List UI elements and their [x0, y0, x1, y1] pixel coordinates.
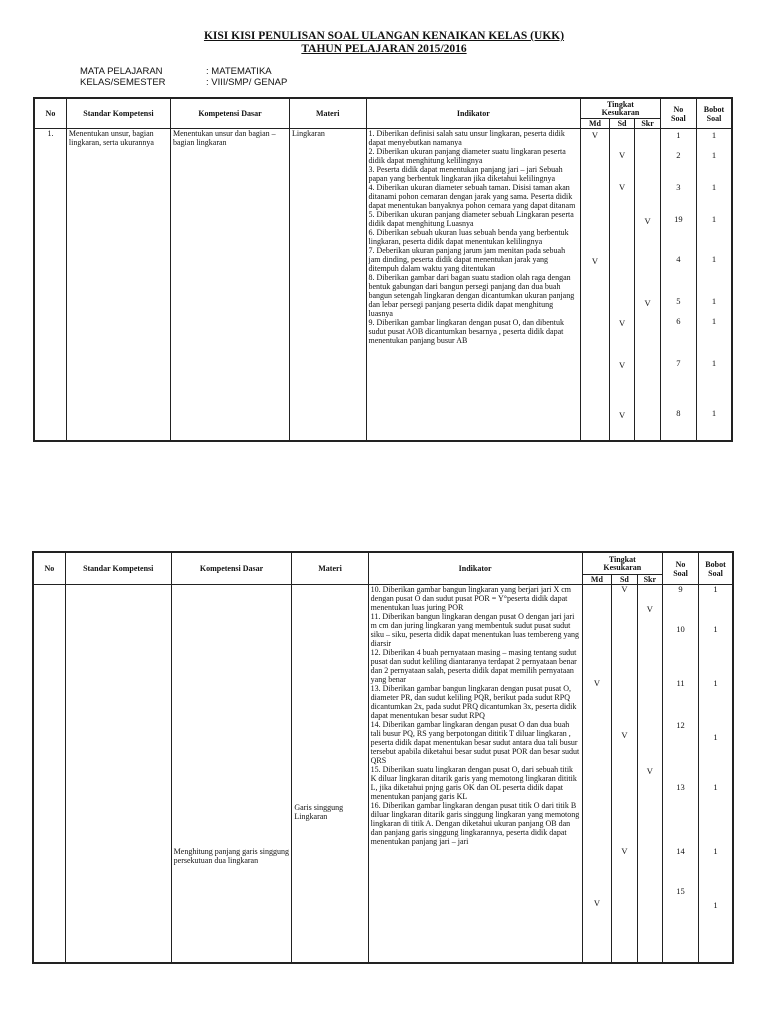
question-number: 2 — [676, 150, 681, 160]
header-standar-kompetensi: Standar Kompetensi — [65, 553, 171, 585]
row-kompetensi-dasar: Menentukan unsur dan bagian – bagian lingkaran — [171, 129, 290, 441]
row-no — [34, 585, 66, 963]
indicator-item: 8. Diberikan gambar dari bagan suatu stadion olah raga dengan bentuk gabungan dari bangun persegi panjang dan dua buah bangun setengah lingkaran dengan dicantumkan ukuran panjang dan lebar persegi panjang peserta didik dapat menghitung luasnya — [368, 273, 575, 318]
subject-row — [80, 66, 272, 77]
row-kompetensi-dasar — [171, 585, 292, 963]
skr-column — [635, 129, 661, 441]
header-no-soal-line1: No — [673, 104, 684, 114]
question-number: 9 — [678, 584, 683, 594]
materi-text: Garis singgung Lingkaran — [294, 803, 344, 821]
kisi-table-1 — [34, 98, 732, 441]
difficulty-check-mark: V — [591, 130, 599, 140]
header-md: Md — [582, 575, 612, 585]
header-tingkat-line1: Tingkat — [608, 554, 636, 564]
header-no-soal-line1: No — [675, 559, 686, 569]
difficulty-check-mark: V — [593, 678, 600, 688]
indicator-item: 12. Diberikan 4 buah pernyataan masing – masing tentang sudut pusat dan sudut keliling diantaranya terdapat 2 pernyataan benar dan 2 pernyataan salah, peserta didik dapat memilih pernyataan yang benar — [370, 648, 577, 684]
header-tingkat-line1: Tingkat — [606, 99, 634, 109]
class-row — [80, 77, 287, 88]
question-number: 10 — [676, 624, 685, 634]
header-no-soal — [660, 99, 696, 129]
question-weight: 1 — [713, 782, 718, 792]
question-number: 19 — [674, 214, 683, 224]
question-weight: 1 — [711, 408, 717, 418]
header-materi: Materi — [292, 553, 368, 585]
header-indikator: Indikator — [368, 553, 582, 585]
header-bobot-line1: Bobot — [703, 104, 725, 114]
sd-column — [609, 129, 635, 441]
row-standar-kompetensi — [65, 585, 171, 963]
indicator-item: 11. Diberikan bangun lingkaran dengan pusat O dengan jari jari m cm dan juring lingkaran yang membentuk sudut pusat sudut siku – siku, peserta didik dapat menentukan luas tembereng yang diarsir — [370, 612, 580, 648]
difficulty-check-mark: V — [618, 150, 626, 160]
header-tingkat-kesukaran — [582, 553, 662, 575]
question-weight: 1 — [711, 254, 717, 264]
header-skr: Skr — [635, 119, 661, 129]
indicator-item: 6. Diberikan sebuah ukuran luas sebuah benda yang berbentuk lingkaran, peserta didik dapat menentukan kelilingnya — [368, 228, 569, 246]
header-indikator: Indikator — [366, 99, 581, 129]
header-kompetensi-dasar: Kompetensi Dasar — [171, 99, 290, 129]
header-bobot-soal — [696, 99, 731, 129]
md-column — [582, 585, 612, 963]
indicator-item: 16. Diberikan gambar lingkaran dengan pusat titik O dari titik B diluar lingkaran ditarik garis singgung lingkaran yang memotong lingkaran di titik A. Dengan diketahui ukuran panjang OB dan dan panjang garis singgung lingkarannya, peserta didik dapat menentukan panjang jari – jari — [370, 801, 580, 846]
question-number: 4 — [676, 254, 681, 264]
question-weight: 1 — [711, 214, 717, 224]
question-weight: 1 — [713, 846, 718, 856]
header-no-soal — [663, 553, 699, 585]
sd-column — [612, 585, 637, 963]
question-weight: 1 — [713, 900, 718, 910]
class-value: : VIII/SMP/ GENAP — [206, 77, 288, 88]
header-skr: Skr — [637, 575, 662, 585]
question-number: 3 — [676, 182, 681, 192]
difficulty-check-mark: V — [644, 216, 651, 226]
header-bobot-line1: Bobot — [705, 559, 726, 569]
md-column — [581, 129, 610, 441]
header-sd: Sd — [612, 575, 637, 585]
header-materi: Materi — [290, 99, 367, 129]
question-number: 8 — [676, 408, 681, 418]
indicator-item: 1. Diberikan definisi salah satu unsur lingkaran, peserta didik dapat menyebutkan namanya — [368, 129, 565, 147]
no-soal-column — [663, 585, 699, 963]
header-tingkat-line2: Kesukaran — [603, 562, 642, 572]
header-bobot-line2: Soal — [706, 113, 722, 123]
indicator-list — [368, 585, 582, 963]
difficulty-check-mark: V — [621, 584, 628, 594]
row-standar-kompetensi: Menentukan unsur, bagian lingkaran, serta ukurannya — [66, 129, 170, 441]
question-weight: 1 — [711, 130, 717, 140]
row-materi — [292, 585, 368, 963]
row-materi: Lingkaran — [290, 129, 367, 441]
bobot-column — [699, 585, 733, 963]
question-weight: 1 — [711, 358, 717, 368]
question-weight: 1 — [711, 182, 717, 192]
difficulty-check-mark: V — [644, 298, 651, 308]
no-soal-column — [660, 129, 696, 441]
difficulty-check-mark: V — [591, 256, 599, 266]
header-standar-kompetensi: Standar Kompetensi — [66, 99, 170, 129]
indicator-item: 10. Diberikan gambar bangun lingkaran yang berjari jari X cm dengan pusat O dan sudut pusat POR = Y°peserta didik dapat menentukan luas juring POR — [370, 585, 572, 612]
difficulty-check-mark: V — [621, 730, 628, 740]
indicator-list — [366, 129, 581, 441]
indicator-item: 9. Diberikan gambar lingkaran dengan pusat O, dan dibentuk sudut pusat AOB dicantumkan besarnya , peserta didik dapat menentukan panjang busur AB — [368, 318, 564, 345]
difficulty-check-mark: V — [646, 604, 653, 614]
header-bobot-soal — [699, 553, 733, 585]
subject-value: : MATEMATIKA — [206, 66, 272, 77]
question-weight: 1 — [713, 584, 718, 594]
header-no: No — [35, 99, 67, 129]
question-number: 15 — [676, 886, 685, 896]
difficulty-check-mark: V — [621, 846, 628, 856]
header-tingkat-kesukaran — [581, 99, 661, 119]
question-weight: 1 — [711, 316, 717, 326]
indicator-item: 15. Diberikan suatu lingkaran dengan pusat O, dari sebuah titik K diluar lingkaran ditarik garis yang memotong lingkaran dititik L, jika diketahui pnjng garis OK dan OL peserta didik dapat menentukan panjang garis KL — [370, 765, 577, 801]
difficulty-check-mark: V — [593, 898, 600, 908]
header-no: No — [34, 553, 66, 585]
question-number: 7 — [676, 358, 681, 368]
indicator-item: 2. Diberikan ukuran panjang diameter suatu lingkaran peserta didik dapat menghitung kelilingnya — [368, 147, 566, 165]
indicator-item: 4. Diberikan ukuran diameter sebuah taman. Disisi taman akan ditanami pohon cemaran dengan jarak yang sama. Peserta didik dapat menentukan banyaknya pohon cemara yang dapat ditanam — [368, 183, 576, 210]
header-tingkat-line2: Kesukaran — [601, 107, 640, 117]
class-label: KELAS/SEMESTER — [80, 77, 166, 88]
difficulty-check-mark: V — [618, 318, 626, 328]
difficulty-check-mark: V — [618, 360, 626, 370]
bobot-column — [696, 129, 731, 441]
question-weight: 1 — [711, 150, 717, 160]
difficulty-check-mark: V — [618, 182, 626, 192]
indicator-item: 5. Diberikan ukuran panjang diameter sebuah Lingkaran peserta didik dapat menghitung Luasnya — [368, 210, 574, 228]
indicator-item: 13. Diberikan gambar bangun lingkaran dengan pusat pusat O, diameter PR, dan sudut keliling PQR, berikut pada sudut RPQ dicantumkan 2x, pada sudut PRQ dicantumkan 3x, peserta didik dapat menentukan besar sudut RPQ — [370, 684, 577, 720]
header-bobot-line2: Soal — [708, 568, 723, 578]
header-md: Md — [581, 119, 610, 129]
question-number: 12 — [676, 720, 685, 730]
subject-label: MATA PELAJARAN — [80, 66, 163, 77]
indicator-item: 3. Peserta didik dapat menentukan panjang jari – jari Sebuah papan yang berbentuk lingkaran jika diketahui kelilingnya — [368, 165, 563, 183]
header-no-soal-line2: Soal — [673, 568, 688, 578]
header-sd: Sd — [609, 119, 635, 129]
question-number: 11 — [676, 678, 685, 688]
indicator-item: 14. Diberikan gambar lingkaran dengan pusat O dan dua buah tali busur PQ, RS yang berpotongan dititik T diluar lingkaran , peserta didik dapat menentukan besar sudut antara dua tali busur tersebut apabila diketahui besar sudut pusat POR dan besar sudut QRS — [370, 720, 580, 765]
skr-column — [637, 585, 662, 963]
question-weight: 1 — [713, 678, 718, 688]
kd-text: Menghitung panjang garis singgung persekutuan dua lingkaran — [173, 847, 289, 865]
header-no-soal-line2: Soal — [671, 113, 686, 123]
difficulty-check-mark: V — [618, 410, 626, 420]
question-number: 1 — [676, 130, 681, 140]
difficulty-check-mark: V — [646, 766, 653, 776]
question-weight: 1 — [711, 296, 717, 306]
kisi-table-2 — [33, 552, 733, 963]
question-number: 14 — [676, 846, 685, 856]
question-weight: 1 — [713, 732, 718, 742]
document-title-line1: KISI KISI PENULISAN SOAL ULANGAN KENAIKAN KELAS (UKK) — [203, 30, 565, 42]
header-kompetensi-dasar: Kompetensi Dasar — [171, 553, 292, 585]
question-number: 6 — [676, 316, 681, 326]
indicator-item: 7. Deberikan ukuran panjang jarum jam menitan pada sebuah jam dinding, peserta didik dapat menentukan jarak yang ditempuh dalam waktu yang ditentukan — [368, 246, 566, 273]
row-no: 1. — [35, 129, 67, 441]
question-weight: 1 — [713, 624, 718, 634]
question-number: 13 — [676, 782, 685, 792]
document-title-line2: TAHUN PELAJARAN 2015/2016 — [301, 43, 467, 55]
question-number: 5 — [676, 296, 681, 306]
